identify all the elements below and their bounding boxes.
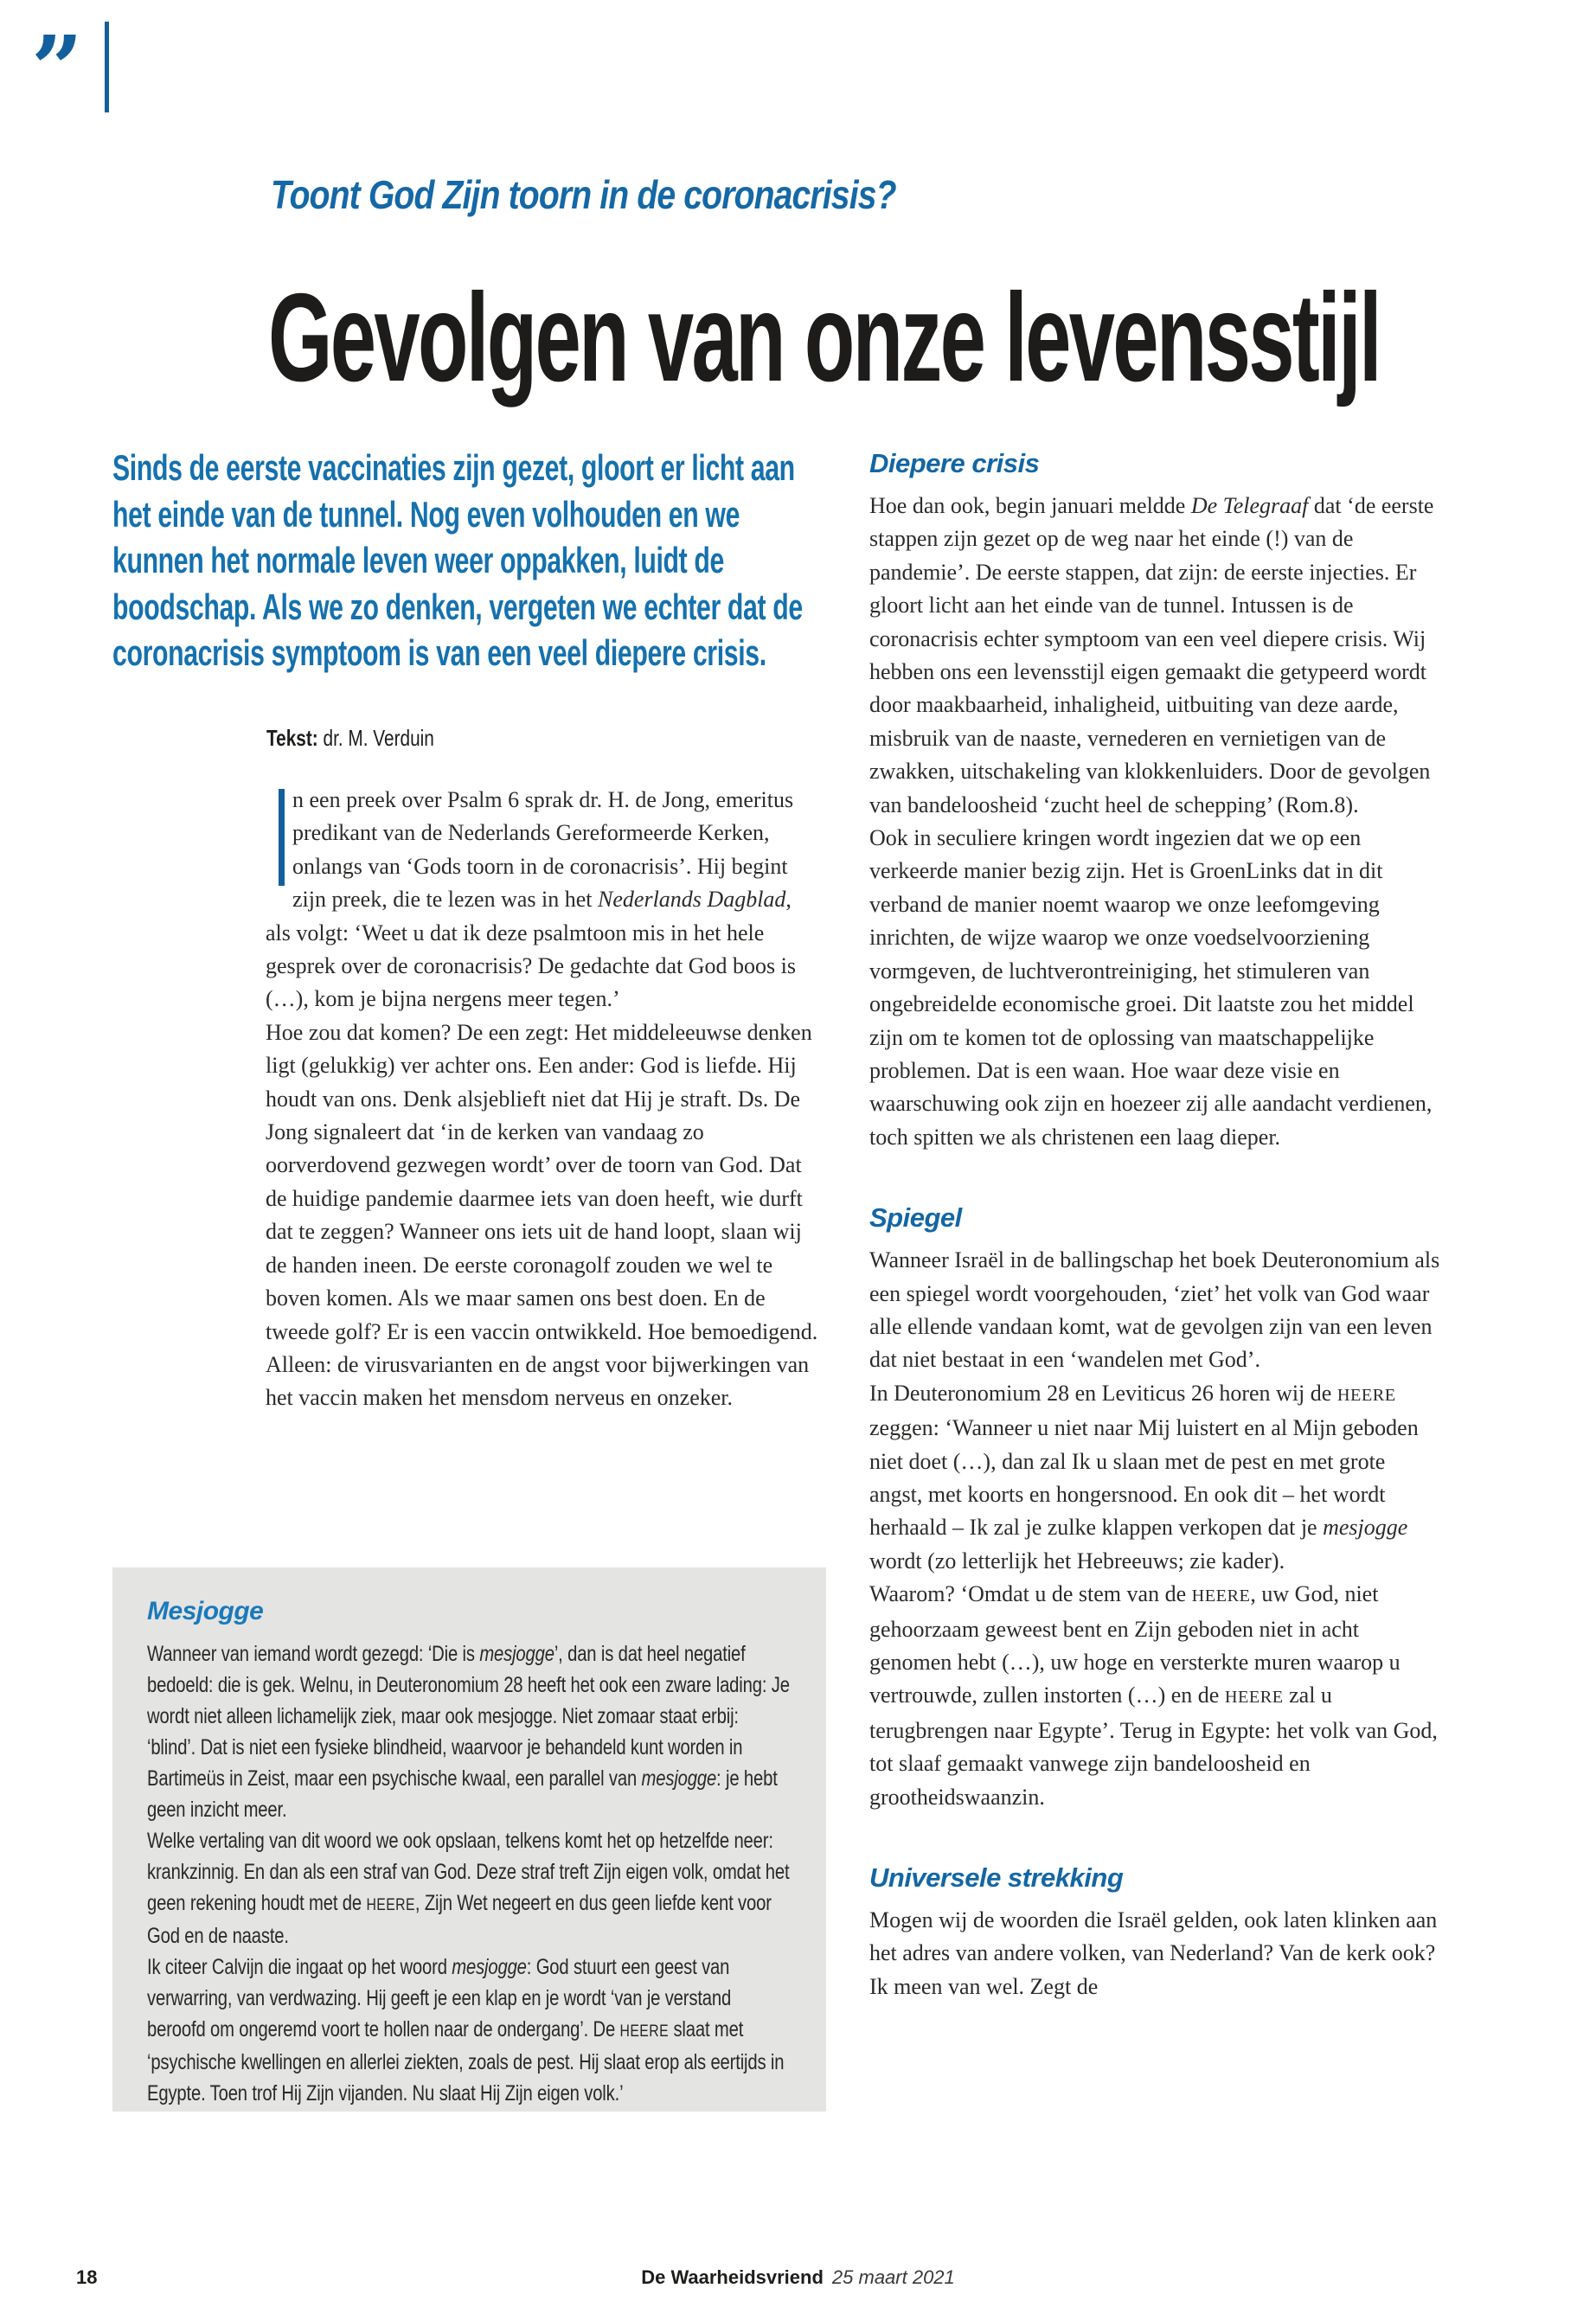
drop-cap-bar: [279, 789, 285, 886]
magazine-name: De Waarheidsvriend: [641, 2266, 824, 2288]
issue-date: 25 maart 2021: [831, 2266, 955, 2288]
kader-body: [147, 1638, 792, 2109]
kader-heading: Mesjogge: [147, 1597, 264, 1625]
column-left: [266, 784, 822, 1415]
footer-center: [0, 2266, 1596, 2289]
kader-paragraph: Wanneer van iemand wordt gezegd: ‘Die is mesjogge’, dan is dat heel negatief bedoeld: die is gek. Welnu, in Deuteronomium 28 heeft het ook een zware lading: Je wordt niet alleen lichamelijk ziek, maar ook mesjogge. Niet zomaar staat erbij: ‘blind’. Dat is niet een fysieke blindheid, waarvoor je behandeld kunt worden in Bartimeüs in Zeist, maar een psychische kwaal, een parallel van mesjogge: je hebt geen inzicht meer.: [147, 1642, 790, 1822]
section-paragraph: Waarom? ‘Omdat u de stem van de HEERE, uw God, niet gehoorzaam geweest bent en Zijn geboden niet in acht genomen hebt (…), uw hoge en versterkte muren waarop u vertrouwde, zullen instorten (…) en de HEERE zal u terugbrengen naar Egypte’. Terug in Egypte: het volk van God, tot slaaf gemaakt vanwege zijn bandeloosheid en grootheidswaanzin.: [869, 1581, 1438, 1810]
byline-author: dr. M. Verduin: [323, 725, 434, 751]
section-paragraph: Wanneer Israël in de ballingschap het boek Deuteronomium als een spiegel wordt voorgehouden, ‘ziet’ het volk van God waar alle ellende vandaan komt, wat de gevolgen zijn van een leven dat niet bestaat in een ‘wandelen met God’.: [869, 1247, 1440, 1373]
lead-paragraph-1-text: n een preek over Psalm 6 sprak dr. H. de Jong, emeritus predikant van de Nederlands Gereformeerde Kerken, onlangs van ‘Gods toorn in de coronacrisis’. Hij begint zijn preek, die te lezen was in het Nederlands Dagblad, als volgt: ‘Weet u dat ik deze psalmtoon mis in het hele gesprek over de coronacrisis? De gedachte dat God boos is (…), kom je bijna nergens meer tegen.’: [266, 787, 796, 1012]
page-title: Gevolgen van onze levensstijl: [268, 267, 1380, 407]
byline-label: Tekst:: [266, 725, 318, 751]
lead-paragraph-2: Hoe zou dat komen? De een zegt: Het middeleeuwse denken ligt (gelukkig) ver achter ons. Een ander: God is liefde. Hij houdt van ons. Denk alsjeblieft niet dat Hij je straft. Ds. De Jong signaleert dat ‘in de kerken van vandaag zo oorverdovend gezwegen wordt’ over de toorn van God. Dat de huidige pandemie daarmee iets van doen heeft, wie durft dat te zeggen? Wanneer ons iets uit de hand loopt, slaan wij de handen ineen. De eerste coronagolf zouden we wel te boven komen. Als we maar samen ons best doen. En de tweede golf? Er is een vaccin ontwikkeld. Hoe bemoedigend. Alleen: de virusvarianten en de angst voor bijwerkingen van het vaccin maken het mensdom nerveus en onzeker.: [266, 1019, 818, 1411]
kader-paragraph: Welke vertaling van dit woord we ook opslaan, telkens komt het op hetzelfde neer: krankzinnig. En dan als een straf van God. Deze straf treft Zijn eigen volk, omdat het geen rekening houdt met de HEERE, Zijn Wet negeert en dus geen liefde kent voor God en de naaste.: [147, 1829, 790, 1948]
section-paragraph: Hoe dan ook, begin januari meldde De Telegraaf dat ‘de eerste stappen zijn gezet op de weg naar het einde (!) van de pandemie’. De eerste stappen, dat zijn: de eerste injecties. Er gloort licht aan het einde van de tunnel. Intussen is de coronacrisis echter symptoom van een veel diepere crisis. Wij hebben ons een levensstijl eigen gemaakt die getypeerd wordt door maakbaarheid, inhaligheid, uitbuiting van deze aarde, misbruik van de naaste, vernederen en vernietigen van de zwakken, uitschakeling van klokkenluiders. Door de gevolgen van bandeloosheid ‘zucht heel de schepping’ (Rom.8).: [869, 493, 1434, 817]
section-heading-universele-strekking: Universele strekking: [869, 1862, 1124, 1894]
kicker: Toont God Zijn toorn in de coronacrisis?: [271, 172, 896, 217]
section-paragraph: In Deuteronomium 28 en Leviticus 26 horen wij de HEERE zeggen: ‘Wanneer u niet naar Mij luistert en al Mijn geboden niet doet (…), dan zal Ik u slaan met de pest en met grote angst, met koorts en hongersnood. En ook dit – het wordt herhaald – Ik zal je zulke klappen verkopen dat je mesjogge wordt (zo letterlijk het Hebreeuws; zie kader).: [869, 1380, 1419, 1574]
column-right: [869, 446, 1440, 2003]
intro-paragraph: Sinds de eerste vaccinaties zijn gezet, gloort er licht aan het einde van de tunnel. Nog even volhouden en we kunnen het normale leven weer oppakken, luidt de boodschap. Als we zo denken, vergeten we echter dat de coronacrisis symptoom is van een veel diepere crisis.: [112, 447, 803, 673]
quote-mark-icon: ”: [31, 16, 83, 122]
kader-paragraph: Ik citeer Calvijn die ingaat op het woord mesjogge: God stuurt een geest van verwarring, van verdwazing. Hij geeft je een klap en je wordt ‘van je verstand beroofd om ongeremd voort te hollen naar de ondergang’. De HEERE slaat met ‘psychische kwellingen en allerlei ziekten, zoals de pest. Hij slaat erop als eertijds in Egypte. Toen trof Hij Zijn vijanden. Nu slaat Hij Zijn eigen volk.’: [147, 1955, 785, 2106]
vertical-rule: [105, 22, 109, 112]
kader-box: [112, 1567, 826, 2112]
lead-paragraph-1: [266, 784, 822, 1016]
byline: [266, 725, 434, 752]
page-number: 18: [76, 2266, 98, 2288]
section-paragraph: Ook in seculiere kringen wordt ingezien dat we op een verkeerde manier bezig zijn. Het is GroenLinks dat in dit verband de manier noemt waarop we onze leefomgeving inrichten, de wijze waarop we onze voedselvoorziening vormgeven, de luchtverontreiniging, het stimuleren van ongebreidelde economische groei. Dit laatste zou het middel zijn om te komen tot de oplossing van maatschappelijke problemen. Dat is een waan. Hoe waar deze visie en waarschuwing ook zijn en hoezeer zij alle aandacht verdienen, toch spitten we als christenen een laag dieper.: [869, 825, 1433, 1150]
section-paragraph: Mogen wij de woorden die Israël gelden, ook laten klinken aan het adres van andere volken, van Nederland? Van de kerk ook? Ik meen van wel. Zegt de: [869, 1907, 1438, 1999]
section-heading-diepere-crisis: Diepere crisis: [869, 448, 1040, 478]
section-heading-spiegel: Spiegel: [869, 1202, 962, 1234]
